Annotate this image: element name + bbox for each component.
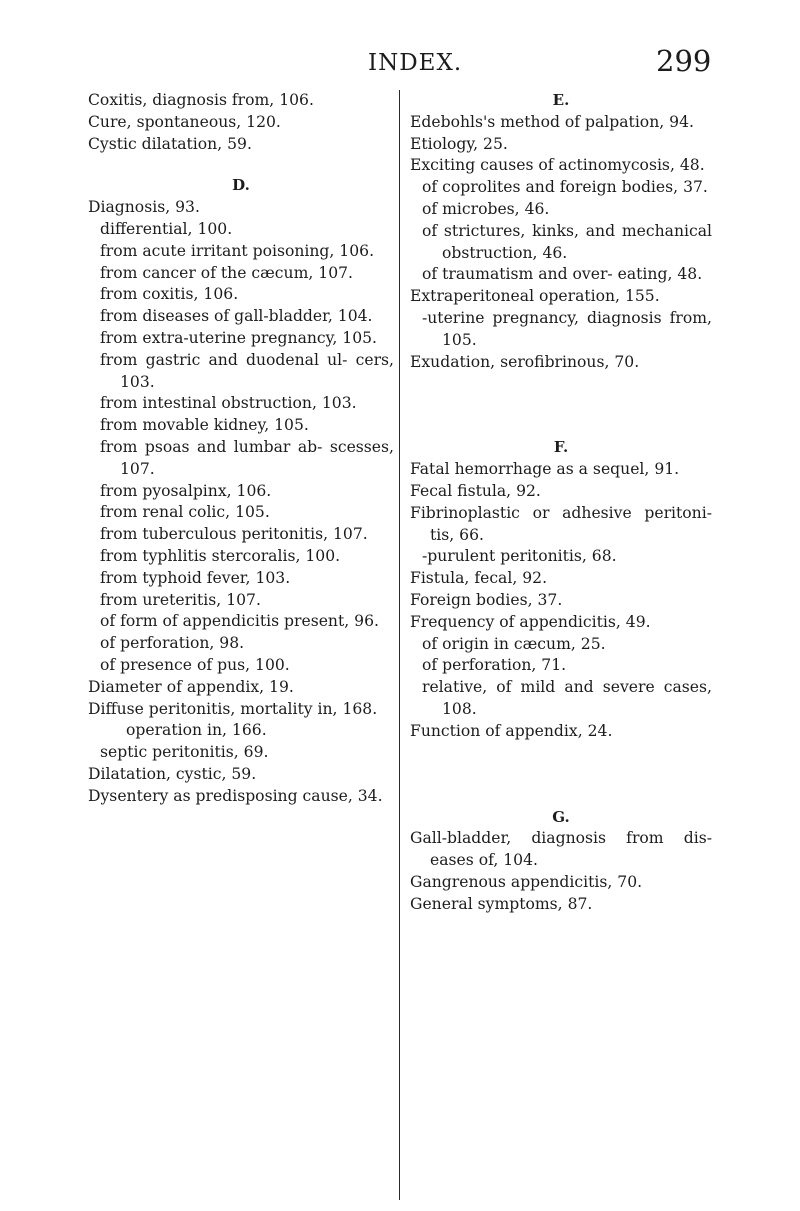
index-entry: from acute irritant poisoning, 106. xyxy=(100,241,375,260)
index-entry: of form of appendicitis present, 96. xyxy=(100,612,379,631)
index-entry: septic peritonitis, 69. xyxy=(100,743,269,762)
index-column-right xyxy=(410,90,712,916)
entries-pre-d xyxy=(88,90,394,155)
index-entry: of coprolites and foreign bodies, 37. xyxy=(422,178,708,197)
index-entry: Edebohls's method of palpation, 94. xyxy=(410,112,694,131)
index-entry: from ureteritis, 107. xyxy=(100,590,261,609)
index-entry: from movable kidney, 105. xyxy=(100,416,309,435)
index-entry: from renal colic, 105. xyxy=(100,503,270,522)
index-entry: Gall-bladder, diagnosis from dis- eases of, 104. xyxy=(410,829,712,870)
index-entry: Diffuse peritonitis, mortality in, 168. xyxy=(88,699,378,718)
index-entry: of origin in cæcum, 25. xyxy=(422,634,606,653)
index-entry: operation in, 166. xyxy=(126,721,267,740)
entries-section-g xyxy=(410,828,712,915)
index-entry: Extraperitoneal operation, 155. xyxy=(410,287,660,306)
index-entry: Diameter of appendix, 19. xyxy=(88,677,294,696)
page-header xyxy=(0,44,800,84)
index-entry: from typhoid fever, 103. xyxy=(100,568,291,587)
index-entry: from coxitis, 106. xyxy=(100,285,239,304)
column-divider xyxy=(399,90,400,1200)
index-entry: of perforation, 71. xyxy=(422,656,567,675)
index-entry: of traumatism and over- eating, 48. xyxy=(422,265,703,284)
index-entry: Exudation, serofibrinous, 70. xyxy=(410,352,640,371)
index-entry: Frequency of appendicitis, 49. xyxy=(410,612,651,631)
index-entry: relative, of mild and severe cases, 108. xyxy=(422,678,712,718)
index-entry: General symptoms, 87. xyxy=(410,894,593,913)
index-entry: of perforation, 98. xyxy=(100,634,245,653)
section-letter-f: F. xyxy=(553,438,569,457)
index-entry: -uterine pregnancy, diagnosis from, 105. xyxy=(422,308,712,349)
index-entry: Etiology, 25. xyxy=(410,134,508,153)
index-column-left xyxy=(88,90,394,808)
index-entry: of microbes, 46. xyxy=(422,199,550,218)
index-entry: from intestinal obstruction, 103. xyxy=(100,394,357,413)
index-entry: Coxitis, diagnosis from, 106. xyxy=(88,91,314,109)
index-entry: Cure, spontaneous, 120. xyxy=(88,112,281,131)
index-entry: Fistula, fecal, 92. xyxy=(410,569,548,588)
index-entry: Cystic dilatation, 59. xyxy=(88,134,252,153)
index-entry: from gastric and duodenal ul- cers, 103. xyxy=(100,350,394,391)
running-title: INDEX. xyxy=(368,50,463,76)
index-entry: Fecal fistula, 92. xyxy=(410,481,541,500)
section-letter-d: D. xyxy=(232,176,250,195)
index-entry: Dilatation, cystic, 59. xyxy=(88,764,257,783)
entries-section-e xyxy=(410,112,712,374)
index-entry: from cancer of the cæcum, 107. xyxy=(100,263,354,282)
index-entry: from tuberculous peritonitis, 107. xyxy=(100,525,368,544)
index-entry: Function of appendix, 24. xyxy=(410,721,613,740)
index-entry: of presence of pus, 100. xyxy=(100,655,290,674)
index-entry: from typhlitis stercoralis, 100. xyxy=(100,546,341,565)
index-entry: Foreign bodies, 37. xyxy=(410,590,563,609)
index-entry: Diagnosis, 93. xyxy=(88,198,200,217)
index-entry: of strictures, kinks, and mechanical obstruction, 46. xyxy=(422,221,712,262)
page-number: 299 xyxy=(656,44,712,78)
index-entry: Dysentery as predisposing cause, 34. xyxy=(88,786,383,805)
index-entry: from psoas and lumbar ab- scesses, 107. xyxy=(100,437,394,478)
index-entry: differential, 100. xyxy=(100,219,233,238)
index-entry: from pyosalpinx, 106. xyxy=(100,481,272,500)
entries-section-d xyxy=(88,197,394,807)
index-entry: -purulent peritonitis, 68. xyxy=(422,547,617,566)
index-entry: Fatal hemorrhage as a sequel, 91. xyxy=(410,460,680,479)
index-entry: Exciting causes of actinomycosis, 48. xyxy=(410,156,705,175)
index-entry: from diseases of gall-bladder, 104. xyxy=(100,307,373,326)
section-letter-g: G. xyxy=(552,807,570,826)
section-letter-e: E. xyxy=(552,91,570,109)
index-entry: from extra-uterine pregnancy, 105. xyxy=(100,328,378,347)
index-entry: Fibrinoplastic or adhesive peritoni- tis, 66. xyxy=(410,503,712,544)
index-entry: Gangrenous appendicitis, 70. xyxy=(410,872,643,891)
entries-section-f xyxy=(410,459,712,742)
